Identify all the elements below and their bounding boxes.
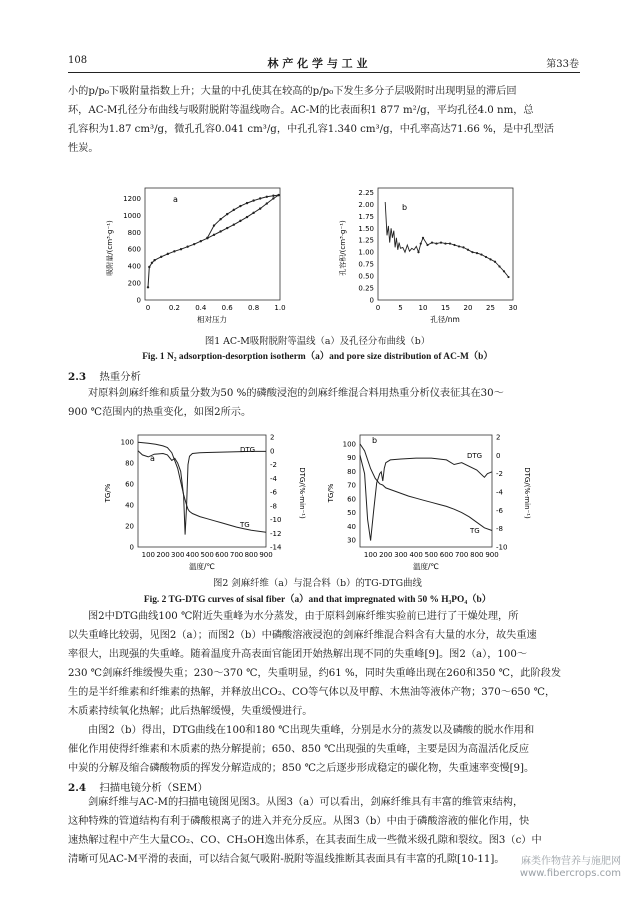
- figure-1: [0, 180, 635, 340]
- fig1-caption-cn: 图1 AC-M吸附脱附等温线（a）及孔径分布曲线（b）: [204, 336, 431, 347]
- tick-label: -10: [496, 543, 508, 552]
- tick-label: 200: [127, 279, 141, 288]
- fig2a-panel-label: a: [150, 454, 155, 463]
- tick-label: 50: [347, 509, 356, 518]
- fig1b-xlabel: 孔径/nm: [430, 315, 460, 324]
- paragraph-4: [68, 793, 580, 869]
- fig2-panel-b: [327, 434, 531, 572]
- data-point: [151, 262, 153, 264]
- fig1a-panel-label: a: [173, 195, 178, 204]
- tick-label: 400: [127, 262, 141, 271]
- fig2b-panel-label: b: [372, 436, 378, 445]
- text-line: 这种特殊的管道结构有利于磷酸根离子的进入并充分反应。从图3（b）中由于磷酸溶液的催化作用，快: [68, 816, 530, 827]
- tick-label: 800: [244, 551, 258, 559]
- tick-label: 1.50: [358, 224, 374, 233]
- fig2a-right-ylabel: DTG/(%·min⁻¹): [298, 467, 306, 519]
- tick-label: -8: [496, 525, 503, 534]
- tick-label: 0.6: [221, 304, 233, 312]
- tick-label: 40: [125, 501, 134, 510]
- tick-label: 80: [125, 459, 134, 468]
- data-point: [167, 253, 169, 255]
- tick-label: 1.00: [358, 248, 374, 257]
- tick-label: -14: [270, 543, 282, 552]
- data-point: [219, 230, 221, 232]
- text-line: 剑麻纤维与AC-M的扫描电镜图见图3。从图3（a）可以看出，剑麻纤维具有丰富的维管束结构，: [88, 797, 524, 808]
- section-number: 2.4: [68, 782, 87, 794]
- data-point: [498, 265, 500, 267]
- text-line: 生的是半纤维素和纤维素的热解，并释放出CO₂、CO等气体以及甲醇、木焦油等液体产物；370～650 ℃，: [68, 687, 556, 698]
- tick-label: 0: [129, 543, 134, 552]
- tick-label: 0.8: [248, 304, 260, 312]
- data-point: [219, 218, 221, 220]
- data-point: [417, 251, 419, 253]
- tick-label: 800: [470, 551, 484, 559]
- fig2b-xlabel: 温度/℃: [413, 562, 439, 571]
- tick-label: 0.50: [358, 272, 374, 281]
- figure-2: [0, 425, 635, 575]
- fig1-panel-b: [338, 188, 517, 324]
- tick-label: 2: [496, 433, 501, 442]
- paragraph-3: [68, 607, 580, 778]
- data-point: [246, 216, 248, 218]
- paragraph-2: [68, 384, 580, 422]
- tick-label: 700: [454, 551, 469, 559]
- text-line: 以失重峰比较弱，见图2（a）；而图2（b）中磷酸溶液浸泡的剑麻纤维混合料含有大量的水分，故失重速: [68, 630, 537, 641]
- text-line: 孔容积为1.87 cm³/g，微孔孔容0.041 cm³/g，中孔孔容1.340 cm³/g，中孔率高达71.66 %，是中孔型活: [68, 124, 554, 135]
- data-point: [206, 237, 208, 239]
- tick-label: 400: [409, 551, 423, 559]
- tick-label: 200: [156, 551, 170, 559]
- page-number: 108: [68, 55, 88, 66]
- fig2a-dtg-label: DTG: [240, 446, 256, 454]
- data-point: [277, 194, 279, 196]
- data-point: [266, 202, 268, 204]
- tick-label: -10: [270, 516, 282, 524]
- tick-label: -4: [496, 488, 503, 497]
- data-point: [252, 212, 254, 214]
- volume-label: 第33卷: [546, 59, 579, 70]
- tick-label: 30: [508, 304, 518, 312]
- tick-label: -6: [270, 488, 277, 497]
- data-point: [467, 249, 469, 251]
- data-point: [200, 240, 202, 242]
- fig1a-ylabel: 吸附量/(cm³·g⁻¹): [106, 220, 114, 276]
- text-line: 由图2（b）得出，DTG曲线在100和180 ℃出现失重峰，分别是水分的蒸发以及磷酸的脱水作用和: [88, 725, 535, 736]
- fig2b-tg-label: TG: [470, 527, 480, 535]
- tick-label: 25: [486, 304, 495, 312]
- text-line: 速热解过程中产生大量CO₂、CO、CH₃OH逸出体系，在其表面生成一些微米级孔隙和裂纹。图3（c）中: [68, 835, 542, 846]
- data-point: [160, 256, 162, 258]
- tick-label: 0: [270, 447, 275, 456]
- tick-label: 20: [463, 304, 473, 312]
- tick-label: 20: [125, 522, 134, 531]
- data-point: [173, 250, 175, 252]
- data-point: [266, 196, 268, 198]
- tick-label: 30: [347, 536, 356, 545]
- data-point: [426, 244, 428, 246]
- fig1-panel-a: [105, 188, 286, 324]
- tick-label: 0.4: [195, 304, 207, 312]
- data-point: [420, 242, 422, 244]
- tick-label: 90: [347, 454, 356, 463]
- text-line: 环，AC-M孔径分布曲线与吸附脱附等温线吻合。AC-M的比表面积1 877 m²/g，平均孔径4.0 nm，总: [68, 105, 534, 116]
- tick-label: -6: [496, 506, 503, 515]
- tick-label: 100: [120, 438, 134, 447]
- tick-label: 0: [145, 304, 151, 312]
- data-point: [246, 202, 248, 204]
- tick-label: 800: [127, 228, 141, 237]
- text-line: 900 ℃范围内的热重变化，如图2所示。: [68, 407, 252, 418]
- data-point: [239, 205, 241, 207]
- text-line: 小的p/p₀下吸附量指数上升；大量的中孔使其在较高的p/p₀下发生多分子层吸附时出现明显的滞后回: [68, 86, 517, 97]
- section-title: 扫描电镜分析（SEM）: [99, 782, 208, 794]
- tick-label: 600: [439, 551, 454, 559]
- tick-label: 0.25: [358, 284, 374, 293]
- data-point: [180, 248, 182, 250]
- tick-label: 80: [347, 467, 356, 476]
- tick-label: 60: [125, 480, 134, 489]
- data-point: [453, 244, 455, 246]
- text-line: 性炭。: [68, 143, 99, 154]
- data-point: [252, 199, 254, 201]
- tick-label: 500: [200, 551, 214, 559]
- watermark-title: 麻类作物营养与施肥网: [521, 856, 621, 867]
- tick-label: 600: [127, 245, 141, 254]
- tick-label: 900: [259, 551, 273, 559]
- tick-label: 0: [369, 296, 374, 305]
- fig2b-dtg-label: DTG: [467, 452, 483, 460]
- watermark-url: www.fibercrops.com: [519, 868, 621, 879]
- section-title: 热重分析: [99, 371, 141, 383]
- tick-label: 900: [485, 551, 499, 559]
- data-point: [239, 220, 241, 222]
- tick-label: 10: [418, 304, 428, 312]
- section-number: 2.3: [68, 371, 87, 383]
- fig2-caption-en: Fig. 2 TG-DTG curves of sisal fiber（a）and that impregnated with 50 % H₃PO₄（b）: [143, 595, 492, 605]
- tick-label: -8: [270, 502, 277, 511]
- data-point: [272, 197, 274, 199]
- data-point: [494, 261, 496, 263]
- fig1a-xlabel: 相对压力: [197, 315, 227, 324]
- fig1b-panel-label: b: [402, 203, 408, 212]
- tick-label: 1000: [123, 211, 141, 220]
- data-point: [147, 286, 149, 288]
- tick-label: 1.0: [274, 304, 286, 312]
- data-point: [462, 246, 464, 248]
- fig2a-xlabel: 温度/℃: [189, 562, 215, 571]
- tick-label: 40: [347, 522, 356, 531]
- tick-label: 300: [394, 551, 408, 559]
- data-point: [440, 242, 442, 244]
- data-point: [153, 259, 155, 261]
- fig2a-tg-label: TG: [240, 521, 250, 529]
- fig1-caption-en: Fig. 1 N₂ adsorption-desorption isotherm（a）and pore size distribution of AC-M（b）: [142, 352, 493, 362]
- tick-label: 1200: [123, 194, 141, 203]
- tick-label: -2: [270, 461, 277, 469]
- tick-label: 1.25: [358, 236, 374, 245]
- tick-label: 100: [342, 440, 356, 449]
- data-point: [226, 227, 228, 229]
- section-2-3-heading: [68, 368, 141, 383]
- tick-label: 1.75: [358, 212, 374, 221]
- data-point: [444, 242, 446, 244]
- tick-label: -12: [270, 529, 282, 538]
- header-rule: [68, 72, 580, 73]
- fig1b-ylabel: 孔容积/(cm³·g⁻¹): [339, 220, 347, 276]
- tick-label: 500: [424, 551, 438, 559]
- data-point: [213, 224, 215, 226]
- fig2-panel-a: [104, 434, 306, 572]
- data-point: [458, 245, 460, 247]
- journal-title: 林 产 化 学 与 工 业: [267, 57, 368, 70]
- tick-label: -2: [496, 470, 503, 479]
- tick-label: 700: [229, 551, 244, 559]
- data-point: [233, 209, 235, 211]
- text-line: 清晰可见AC-M平滑的表面，可以结合氮气吸附-脱附等温线推断其表面具有丰富的孔隙[10-11]。: [68, 854, 505, 865]
- tick-label: 600: [215, 551, 229, 559]
- text-line: 率很大，出现强的失重峰。随着温度升高表面官能团开始热解出现不同的失重峰[9]。图2（a），100～: [68, 649, 528, 660]
- data-point: [507, 276, 509, 278]
- tick-label: 5: [398, 304, 403, 312]
- data-point: [233, 223, 235, 225]
- tick-label: 0: [375, 304, 381, 312]
- data-point: [480, 253, 482, 255]
- data-point: [148, 266, 150, 268]
- tick-label: 300: [171, 551, 185, 559]
- tick-label: 0.2: [168, 304, 180, 312]
- fig2b-right-ylabel: DTG/(%·min⁻¹): [523, 467, 531, 519]
- data-point: [259, 207, 261, 209]
- tick-label: 2.25: [358, 188, 374, 197]
- tick-label: 70: [347, 481, 356, 490]
- tick-label: -4: [270, 474, 277, 483]
- fig2b-left-ylabel: TG/%: [327, 483, 335, 503]
- tick-label: 2.00: [358, 200, 374, 209]
- tick-label: 2: [270, 433, 275, 442]
- data-point: [485, 256, 487, 258]
- data-point: [489, 258, 491, 260]
- fig2-caption-cn: 图2 剑麻纤维（a）与混合料（b）的TG-DTG曲线: [213, 578, 422, 589]
- tick-label: 100: [363, 551, 378, 559]
- fig2a-left-ylabel: TG/%: [104, 483, 112, 503]
- tick-label: 200: [379, 551, 393, 559]
- data-point: [272, 195, 274, 197]
- data-point: [193, 243, 195, 245]
- data-point: [503, 270, 505, 272]
- tick-label: 100: [141, 551, 155, 559]
- tick-label: 400: [185, 551, 200, 559]
- tick-label: 60: [347, 495, 356, 504]
- data-point: [449, 242, 451, 244]
- text-line: 230 ℃剑麻纤维缓慢失重；230～370 ℃，失重明显，约61 %，同时失重峰出现在260和350 ℃，此阶段发: [68, 668, 562, 679]
- section-2-4-heading: [68, 779, 208, 794]
- paragraph-1: [68, 82, 580, 158]
- text-line: 木质素持续氧化热解；此后热解缓慢，失重缓慢进行。: [68, 706, 313, 717]
- data-point: [422, 237, 424, 239]
- tick-label: 0.75: [358, 260, 374, 269]
- text-line: 中炭的分解及缩合磷酸物质的挥发分解造成的；850 ℃之后逐步形成稳定的碳化物，失重速率变慢[9]。: [68, 763, 535, 774]
- data-point: [431, 242, 433, 244]
- text-line: 催化作用使得纤维素和木质素的热分解提前；650、850 ℃出现强的失重峰，主要是因为高温活化反应: [68, 744, 530, 755]
- data-point: [186, 245, 188, 247]
- tick-label: 15: [441, 304, 450, 312]
- tick-label: 0: [136, 296, 141, 305]
- data-point: [476, 252, 478, 254]
- data-point: [226, 213, 228, 215]
- text-line: 对原料剑麻纤维和质量分数为50 %的磷酸浸泡的剑麻纤维混合料用热重分析仪表征其在30～: [88, 388, 504, 399]
- data-point: [259, 197, 261, 199]
- data-point: [471, 251, 473, 253]
- text-line: 图2中DTG曲线100 ℃附近失重峰为水分蒸发，由于原料剑麻纤维实验前已进行了干燥处理，所: [88, 611, 519, 622]
- data-point: [435, 242, 437, 244]
- data-point: [213, 234, 215, 236]
- tick-label: 0: [496, 451, 501, 460]
